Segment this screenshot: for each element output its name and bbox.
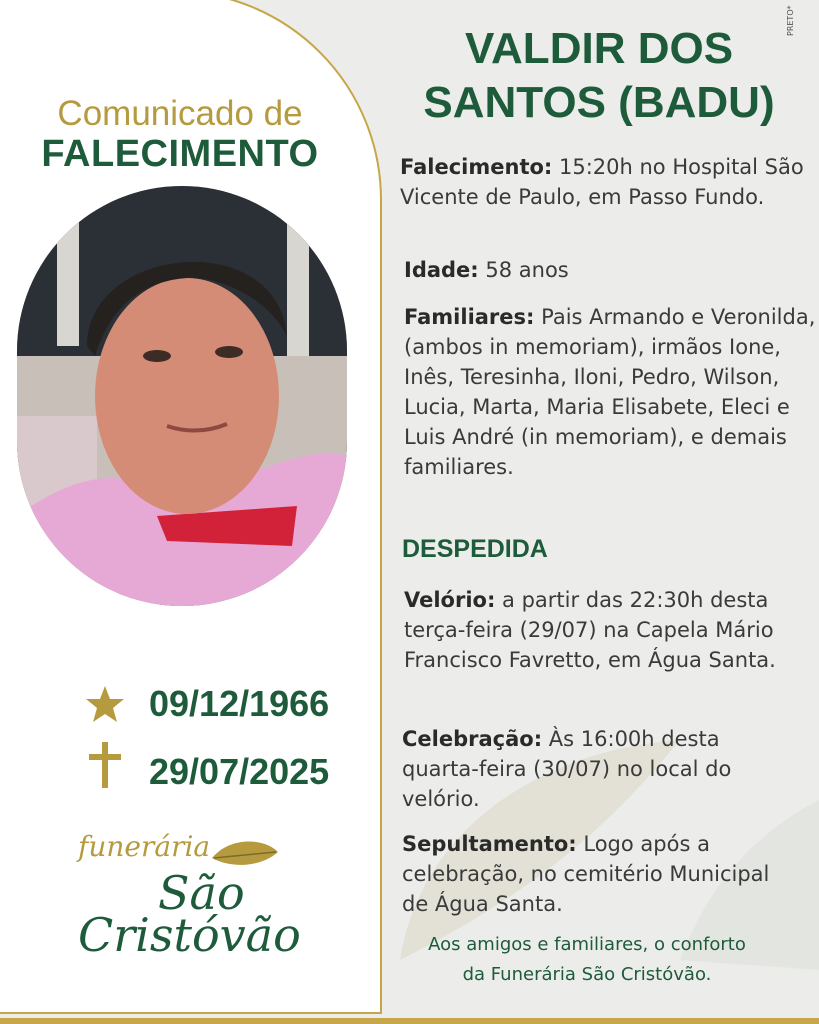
brand-tag: PRETO*: [786, 5, 795, 36]
falecimento-info: [400, 152, 818, 212]
death-date: 29/07/2025: [149, 751, 330, 792]
deceased-name-line1: VALDIR DOS: [464, 24, 734, 73]
logo-small-text: funerária: [78, 830, 211, 863]
notice-title: [0, 94, 360, 174]
falecimento-label: Falecimento:: [400, 155, 553, 179]
cross-icon: [85, 740, 125, 790]
idade-label: Idade:: [404, 258, 479, 282]
funeral-home-logo: [70, 822, 300, 962]
celebracao-label: Celebração:: [402, 727, 543, 751]
leaf-icon: [210, 836, 280, 870]
familiares-label: Familiares:: [404, 305, 535, 329]
star-icon: [85, 684, 125, 724]
logo-line1: São: [158, 866, 245, 920]
velorio-label: Velório:: [404, 588, 496, 612]
deceased-name-line2: SANTOS (BADU): [423, 78, 775, 127]
closing-line1: Aos amigos e familiares, o conforto: [428, 934, 746, 955]
familiares-info: [404, 302, 818, 482]
familiares-text: Pais Armando e Veronilda, (ambos in memoriam), irmãos Ione, Inês, Teresinha, Iloni, Pedro, Wilson, Lucia, Marta, Maria Elisabete, Eleci e Luis André (in memoriam), e demais familiares.: [404, 305, 816, 479]
velorio-text: a partir das 22:30h desta terça-feira (29/07) na Capela Mário Francisco Favretto, em Água Santa.: [404, 588, 776, 672]
celebracao-info: [402, 724, 802, 814]
idade-info: [404, 255, 819, 285]
idade-text: 58 anos: [478, 258, 569, 282]
notice-subtitle: Comunicado de: [57, 94, 303, 133]
closing-line2: da Funerária São Cristóvão.: [462, 964, 712, 985]
velorio-info: [404, 585, 818, 675]
bottom-bar: [0, 1018, 819, 1024]
falecimento-text: 15:20h no Hospital São Vicente de Paulo, em Passo Fundo.: [400, 155, 804, 209]
sepultamento-label: Sepultamento:: [402, 832, 577, 856]
deceased-name: [394, 22, 804, 130]
notice-heading: FALECIMENTO: [41, 133, 319, 175]
birth-date: 09/12/1966: [149, 683, 330, 724]
celebracao-text: Às 16:00h desta quarta-feira (30/07) no local do velório.: [402, 727, 732, 811]
sepultamento-text: Logo após a celebração, no cemitério Municipal de Água Santa.: [402, 832, 770, 916]
logo-line2: Cristóvão: [78, 908, 301, 962]
despedida-heading: DESPEDIDA: [402, 535, 548, 563]
deceased-photo: [17, 186, 347, 606]
closing-message: [392, 930, 782, 990]
sepultamento-info: [402, 829, 802, 919]
